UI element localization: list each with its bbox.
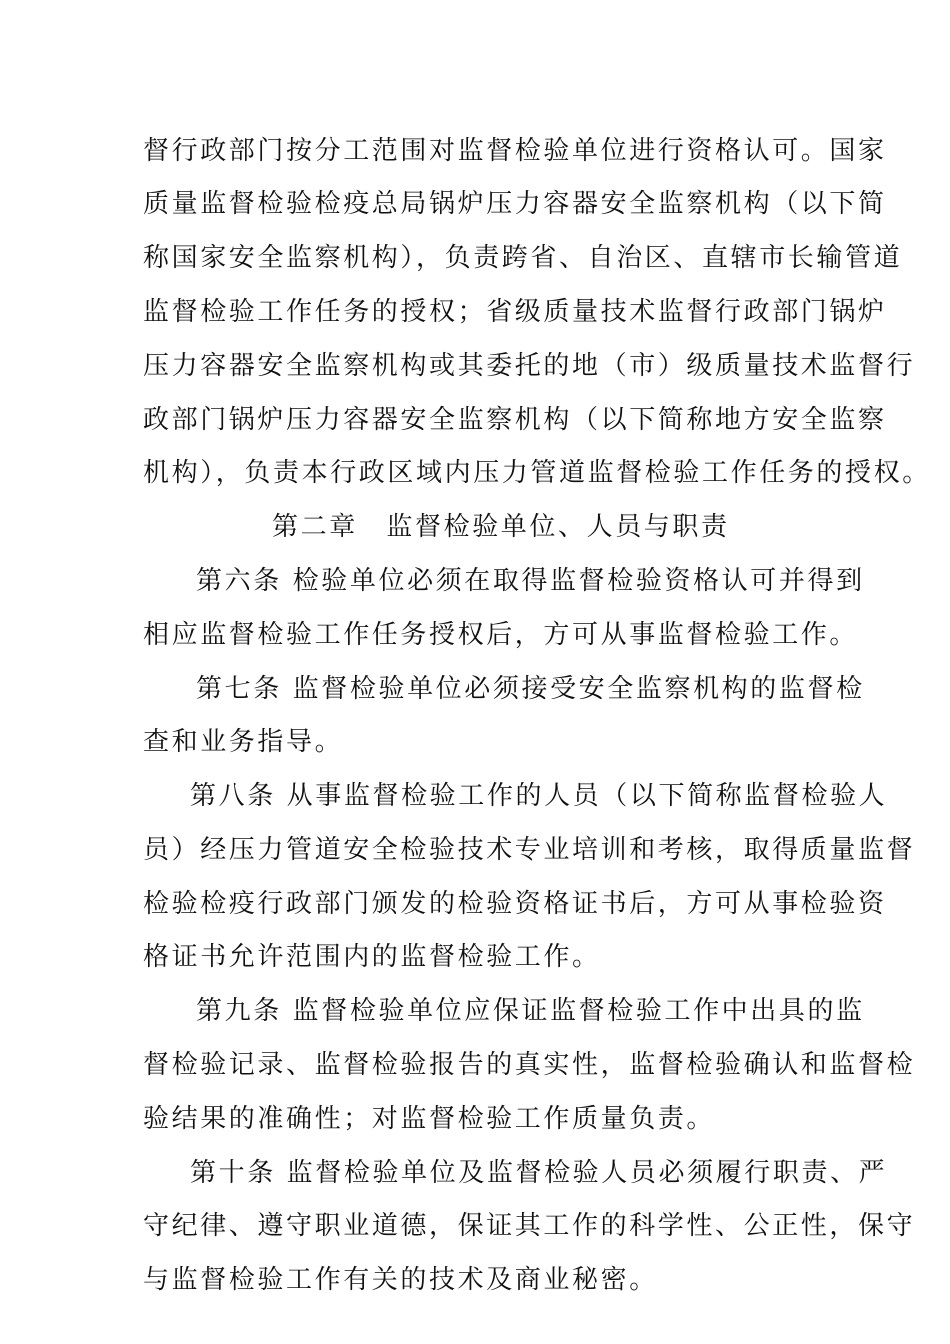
article-line: 相应监督检验工作任务授权后，方可从事监督检验工作。 <box>143 620 859 650</box>
article-line: 员）经压力管道安全检验技术专业培训和考核，取得质量监督 <box>143 835 916 865</box>
article-line: 第十条 监督检验单位及监督检验人员必须履行职责、严 <box>190 1158 888 1188</box>
article-line: 与监督检验工作有关的技术及商业秘密。 <box>143 1265 658 1295</box>
paragraph-line: 质量监督检验检疫总局锅炉压力容器安全监察机构（以下简 <box>143 189 887 219</box>
paragraph-line: 机构），负责本行政区域内压力管道监督检验工作任务的授权。 <box>143 458 931 488</box>
article-line: 第七条 监督检验单位必须接受安全监察机构的监督检 <box>196 674 865 704</box>
article-line: 检验检疫行政部门颁发的检验资格证书后，方可从事检验资 <box>143 889 887 919</box>
paragraph-line: 称国家安全监察机构），负责跨省、自治区、直辖市长输管道 <box>143 243 903 273</box>
article-line: 守纪律、遵守职业道德，保证其工作的科学性、公正性，保守 <box>143 1211 916 1241</box>
paragraph-line: 压力容器安全监察机构或其委托的地（市）级质量技术监督行 <box>143 351 916 381</box>
article-line: 第六条 检验单位必须在取得监督检验资格认可并得到 <box>196 566 865 596</box>
article-line: 验结果的准确性；对监督检验工作质量负责。 <box>143 1104 716 1134</box>
article-line: 格证书允许范围内的监督检验工作。 <box>143 942 601 972</box>
paragraph-line: 监督检验工作任务的授权；省级质量技术监督行政部门锅炉 <box>143 297 887 327</box>
article-line: 督检验记录、监督检验报告的真实性，监督检验确认和监督检 <box>143 1050 916 1080</box>
chapter-heading: 第二章 监督检验单位、人员与职责 <box>272 512 730 542</box>
article-line: 第八条 从事监督检验工作的人员（以下简称监督检验人 <box>190 781 888 811</box>
article-line: 第九条 监督检验单位应保证监督检验工作中出具的监 <box>196 996 865 1026</box>
paragraph-line: 政部门锅炉压力容器安全监察机构（以下简称地方安全监察 <box>143 405 887 435</box>
paragraph-line: 督行政部门按分工范围对监督检验单位进行资格认可。国家 <box>143 136 887 166</box>
article-line: 查和业务指导。 <box>143 727 344 757</box>
